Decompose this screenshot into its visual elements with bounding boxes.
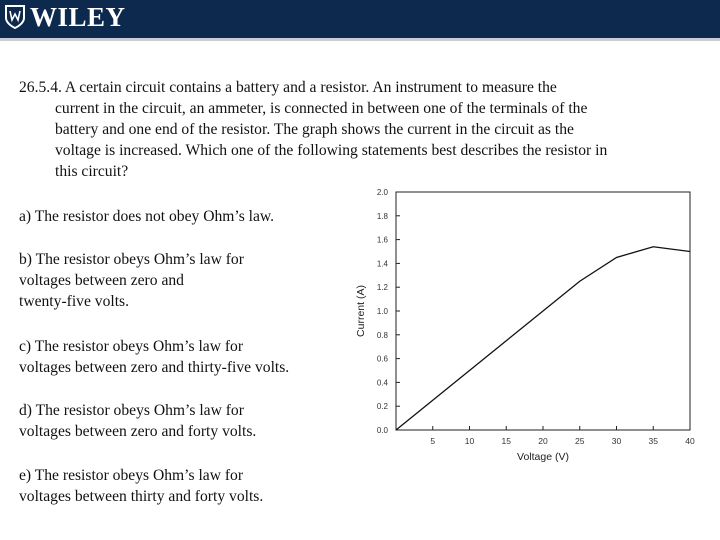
x-tick-label: 25	[575, 436, 585, 446]
option-a[interactable]	[19, 206, 274, 227]
header-bar	[0, 0, 720, 41]
x-tick-label: 30	[611, 436, 622, 446]
y-tick-label: 0.4	[376, 378, 388, 388]
option-line: voltages between zero and forty volts.	[19, 423, 257, 440]
y-tick-label: 1.8	[376, 211, 388, 221]
y-tick-label: 0.0	[376, 426, 388, 435]
x-tick-label: 10	[464, 436, 475, 446]
option-line: b) The resistor obeys Ohm’s law for	[19, 251, 244, 268]
question-line: voltage is increased. Which one of the following statements best describes the resistor in	[55, 142, 608, 159]
y-tick-label: 2.0	[376, 188, 388, 197]
x-axis-label: Voltage (V)	[517, 451, 569, 463]
current-series-line	[396, 247, 690, 430]
y-tick-label: 1.4	[376, 259, 388, 269]
x-tick-label: 20	[538, 436, 548, 446]
x-tick-label: 5	[430, 436, 436, 446]
y-tick-label: 0.6	[376, 354, 388, 364]
x-tick-label: 40	[685, 436, 695, 446]
y-tick-label: 0.8	[376, 330, 388, 340]
option-b[interactable]	[19, 249, 244, 312]
option-line: voltages between zero and thirty-five volts.	[19, 359, 290, 376]
option-line: voltages between zero and	[19, 272, 184, 289]
option-line: twenty-five volts.	[19, 293, 130, 310]
wiley-logo	[4, 2, 126, 32]
option-line: e) The resistor obeys Ohm’s law for	[19, 467, 244, 484]
y-tick-label: 1.6	[376, 235, 388, 245]
x-tick-label: 15	[501, 436, 511, 446]
option-e[interactable]	[19, 465, 263, 507]
question-line: battery and one end of the resistor. The graph shows the current in the circuit as the	[55, 121, 574, 138]
question-text	[19, 77, 709, 182]
y-tick-label: 1.0	[376, 307, 388, 316]
option-line: voltages between thirty and forty volts.	[19, 488, 264, 505]
current-voltage-chart	[350, 182, 700, 467]
question-line: this circuit?	[55, 163, 129, 180]
option-line: d) The resistor obeys Ohm’s law for	[19, 402, 244, 419]
x-tick-label: 35	[648, 436, 658, 446]
y-axis-label: Current (A)	[355, 285, 367, 337]
question-line: current in the circuit, an ammeter, is connected in between one of the terminals of the	[55, 100, 588, 117]
y-tick-label: 1.2	[376, 283, 388, 293]
option-c[interactable]	[19, 336, 289, 378]
question-line: 26.5.4. A certain circuit contains a battery and a resistor. An instrument to measure the	[19, 79, 557, 96]
wiley-shield-icon	[4, 4, 26, 30]
option-d[interactable]	[19, 400, 256, 442]
option-line: a) The resistor does not obey Ohm’s law.	[19, 208, 275, 225]
brand-name: WILEY	[30, 2, 126, 32]
y-tick-label: 0.2	[376, 402, 388, 412]
option-line: c) The resistor obeys Ohm’s law for	[19, 338, 244, 355]
